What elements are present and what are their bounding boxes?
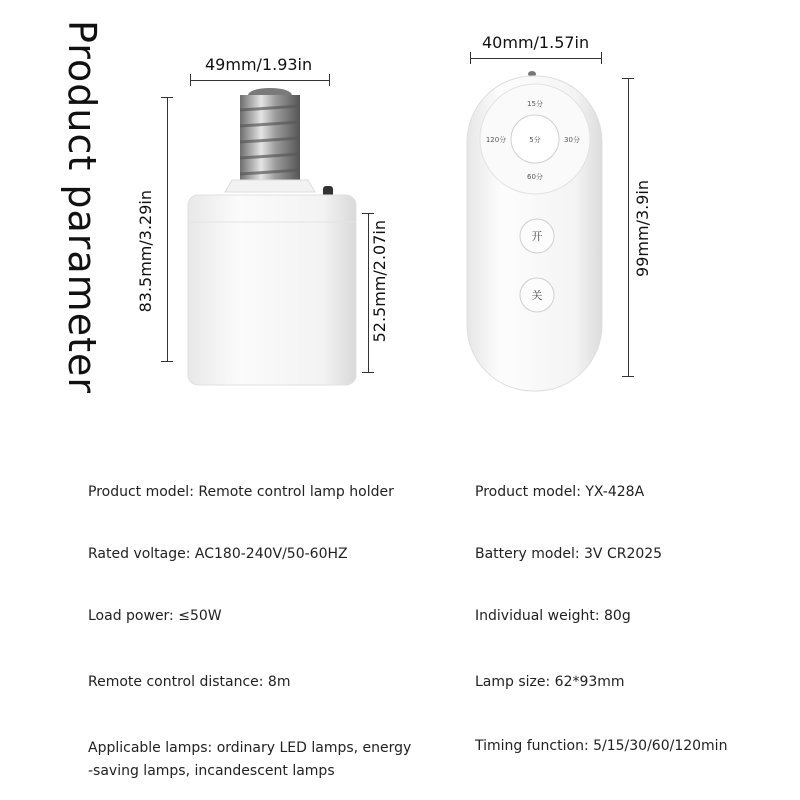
spec-applicable-lamps-line1: Applicable lamps: ordinary LED lamps, energy	[88, 740, 412, 756]
on-button-label: 开	[531, 230, 543, 243]
holder-width-label: 49mm/1.93in	[205, 55, 313, 74]
page-title: Product parameter	[60, 20, 104, 394]
dial-top-label: 15分	[527, 100, 543, 108]
remote-control-image	[460, 64, 610, 394]
holder-width-tick-left	[190, 74, 191, 86]
spec-product-model-holder: Product model: Remote control lamp holder	[88, 484, 394, 500]
holder-body-height-label: 52.5mm/2.07in	[370, 220, 389, 343]
spec-remote-distance: Remote control distance: 8m	[88, 674, 291, 690]
holder-width-line	[190, 80, 330, 81]
spec-rated-voltage: Rated voltage: AC180-240V/50-60HZ	[88, 546, 348, 562]
holder-body-height-line	[368, 213, 369, 373]
remote-width-label: 40mm/1.57in	[482, 33, 590, 52]
spec-load-power: Load power: ≤50W	[88, 608, 222, 624]
spec-individual-weight: Individual weight: 80g	[475, 608, 631, 624]
spec-timing-function: Timing function: 5/15/30/60/120min	[475, 738, 728, 754]
holder-width-tick-right	[329, 74, 330, 86]
holder-height-line	[167, 97, 168, 362]
dial-center-label: 5分	[529, 136, 541, 144]
spec-product-model-remote: Product model: YX-428A	[475, 484, 645, 500]
dial-right-label: 30分	[564, 136, 580, 144]
remote-height-tick-bottom	[622, 376, 634, 377]
remote-width-tick-right	[601, 52, 602, 64]
remote-height-label: 99mm/3.9in	[633, 180, 652, 277]
spec-applicable-lamps-line2: -saving lamps, incandescent lamps	[88, 763, 335, 779]
off-button-label: 关	[531, 289, 543, 302]
lamp-holder-image	[160, 80, 370, 390]
remote-width-line	[470, 58, 602, 59]
holder-height-tick-bottom	[161, 361, 173, 362]
remote-height-tick-top	[622, 78, 634, 79]
holder-height-label: 83.5mm/3.29in	[136, 190, 155, 313]
holder-body-height-tick-top	[362, 213, 374, 214]
remote-height-line	[628, 78, 629, 376]
spec-battery-model: Battery model: 3V CR2025	[475, 546, 663, 562]
dial-left-label: 120分	[485, 136, 507, 144]
spec-lamp-size: Lamp size: 62*93mm	[475, 674, 625, 690]
dial-bottom-label: 60分	[527, 173, 543, 181]
remote-width-tick-left	[470, 52, 471, 64]
holder-height-tick-top	[161, 97, 173, 98]
holder-body-height-tick-bottom	[362, 372, 374, 373]
